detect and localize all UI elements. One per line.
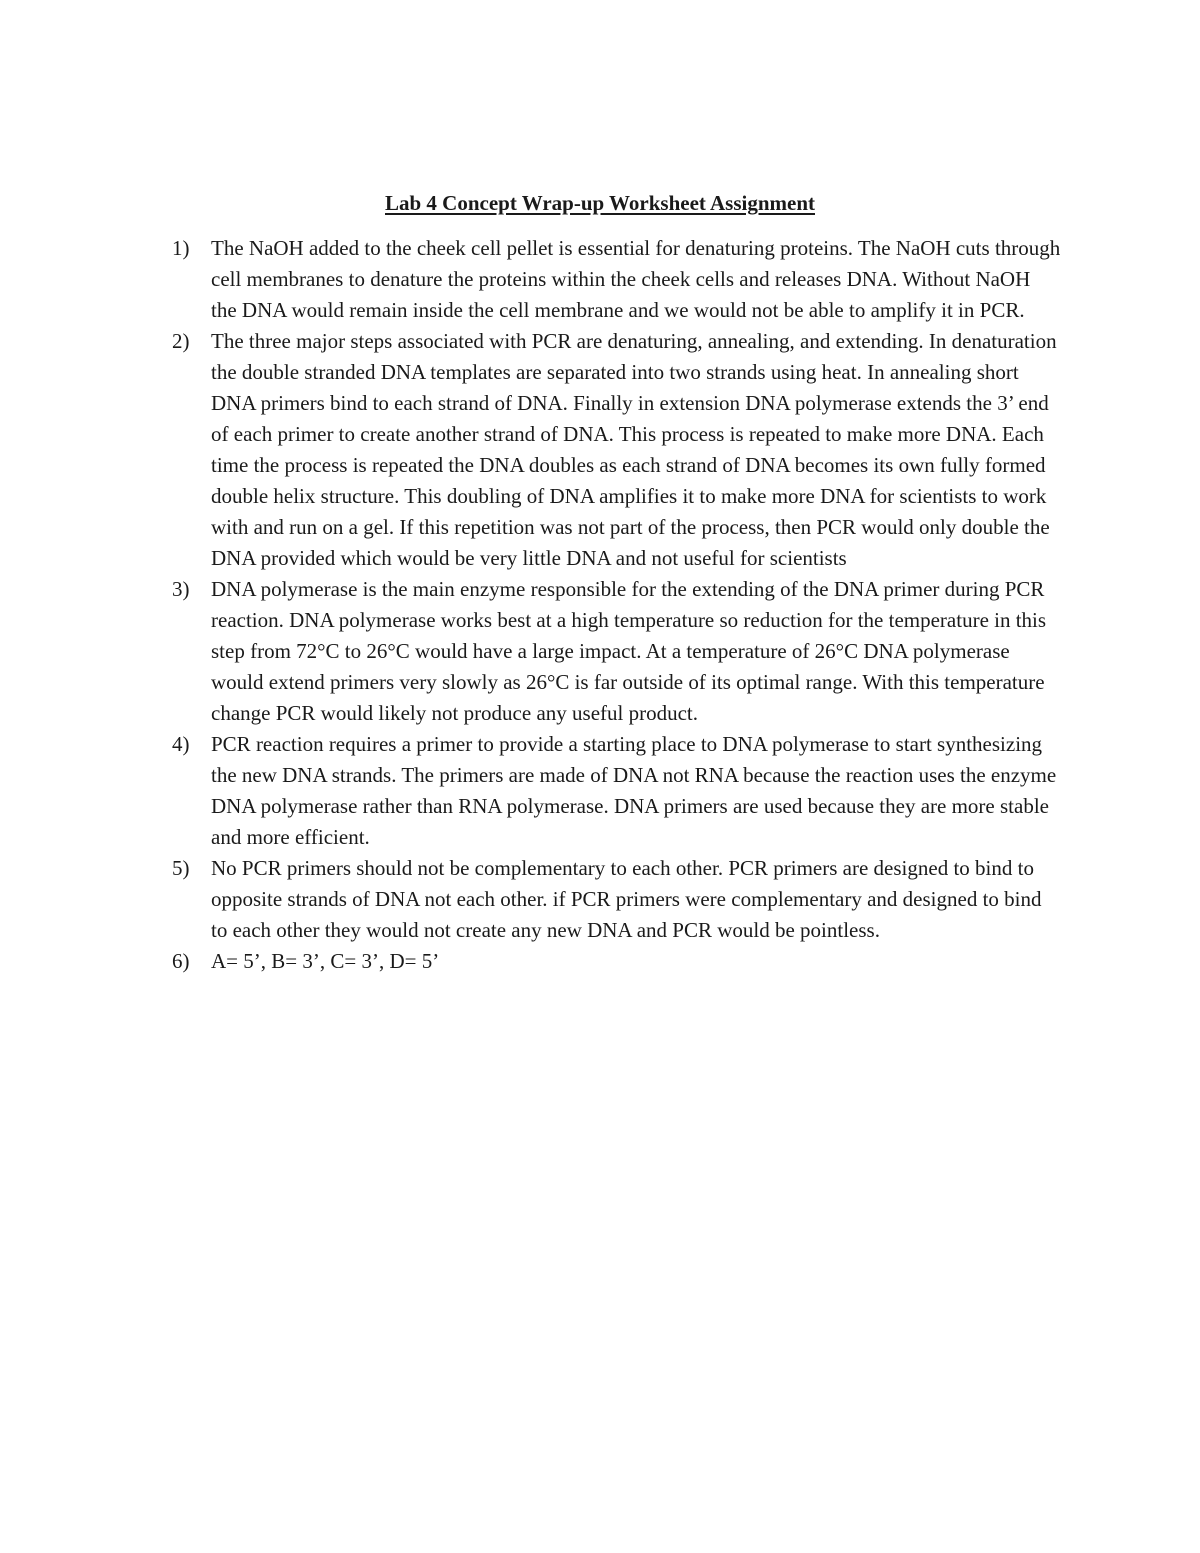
answer-item-2 bbox=[172, 326, 1072, 574]
answer-text: PCR reaction requires a primer to provide a starting place to DNA polymerase to start synthesizing the new DNA strands. The primers are made of DNA not RNA because the reaction uses the enzyme DNA polymerase rather than RNA polymerase. DNA primers are used because they are more stable and more efficient. bbox=[211, 732, 1057, 849]
answer-number: 3) bbox=[172, 577, 190, 601]
answer-text: A= 5’, B= 3’, C= 3’, D= 5’ bbox=[211, 949, 440, 973]
answer-item-6 bbox=[172, 946, 1072, 977]
answer-number: 1) bbox=[172, 236, 190, 260]
answer-list bbox=[172, 233, 1072, 977]
answer-item-1 bbox=[172, 233, 1072, 326]
answer-number: 5) bbox=[172, 856, 190, 880]
answer-item-4 bbox=[172, 729, 1072, 853]
answer-text: DNA polymerase is the main enzyme responsible for the extending of the DNA primer during PCR reaction. DNA polymerase works best at a high temperature so reduction for the temperature in this step from 72°C to 26°C would have a large impact. At a temperature of 26°C DNA polymerase would extend primers very slowly as 26°C is far outside of its optimal range. With this temperature change PCR would likely not produce any useful product. bbox=[211, 577, 1047, 725]
answer-item-3 bbox=[172, 574, 1072, 729]
answer-number: 6) bbox=[172, 949, 190, 973]
answer-number: 4) bbox=[172, 732, 190, 756]
answer-text: No PCR primers should not be complementary to each other. PCR primers are designed to bind to opposite strands of DNA not each other. if PCR primers were complementary and designed to bind to each other they would not create any new DNA and PCR would be pointless. bbox=[211, 856, 1042, 942]
answer-text: The three major steps associated with PCR are denaturing, annealing, and extending. In denaturation the double stranded DNA templates are separated into two strands using heat. In annealing short DNA primers bind to each strand of DNA. Finally in extension DNA polymerase extends the 3’ end of each primer to create another strand of DNA. This process is repeated to make more DNA. Each time the process is repeated the DNA doubles as each strand of DNA becomes its own fully formed double helix structure. This doubling of DNA amplifies it to make more DNA for scientists to work with and run on a gel. If this repetition was not part of the process, then PCR would only double the DNA provided which would be very little DNA and not useful for scientists bbox=[211, 329, 1057, 570]
answer-text: The NaOH added to the cheek cell pellet is essential for denaturing proteins. The NaOH cuts through cell membranes to denature the proteins within the cheek cells and releases DNA. Without NaOH the DNA would remain inside the cell membrane and we would not be able to amplify it in PCR. bbox=[211, 236, 1061, 322]
answer-item-5 bbox=[172, 853, 1072, 946]
document-title: Lab 4 Concept Wrap-up Worksheet Assignment bbox=[385, 191, 815, 215]
answer-number: 2) bbox=[172, 329, 190, 353]
